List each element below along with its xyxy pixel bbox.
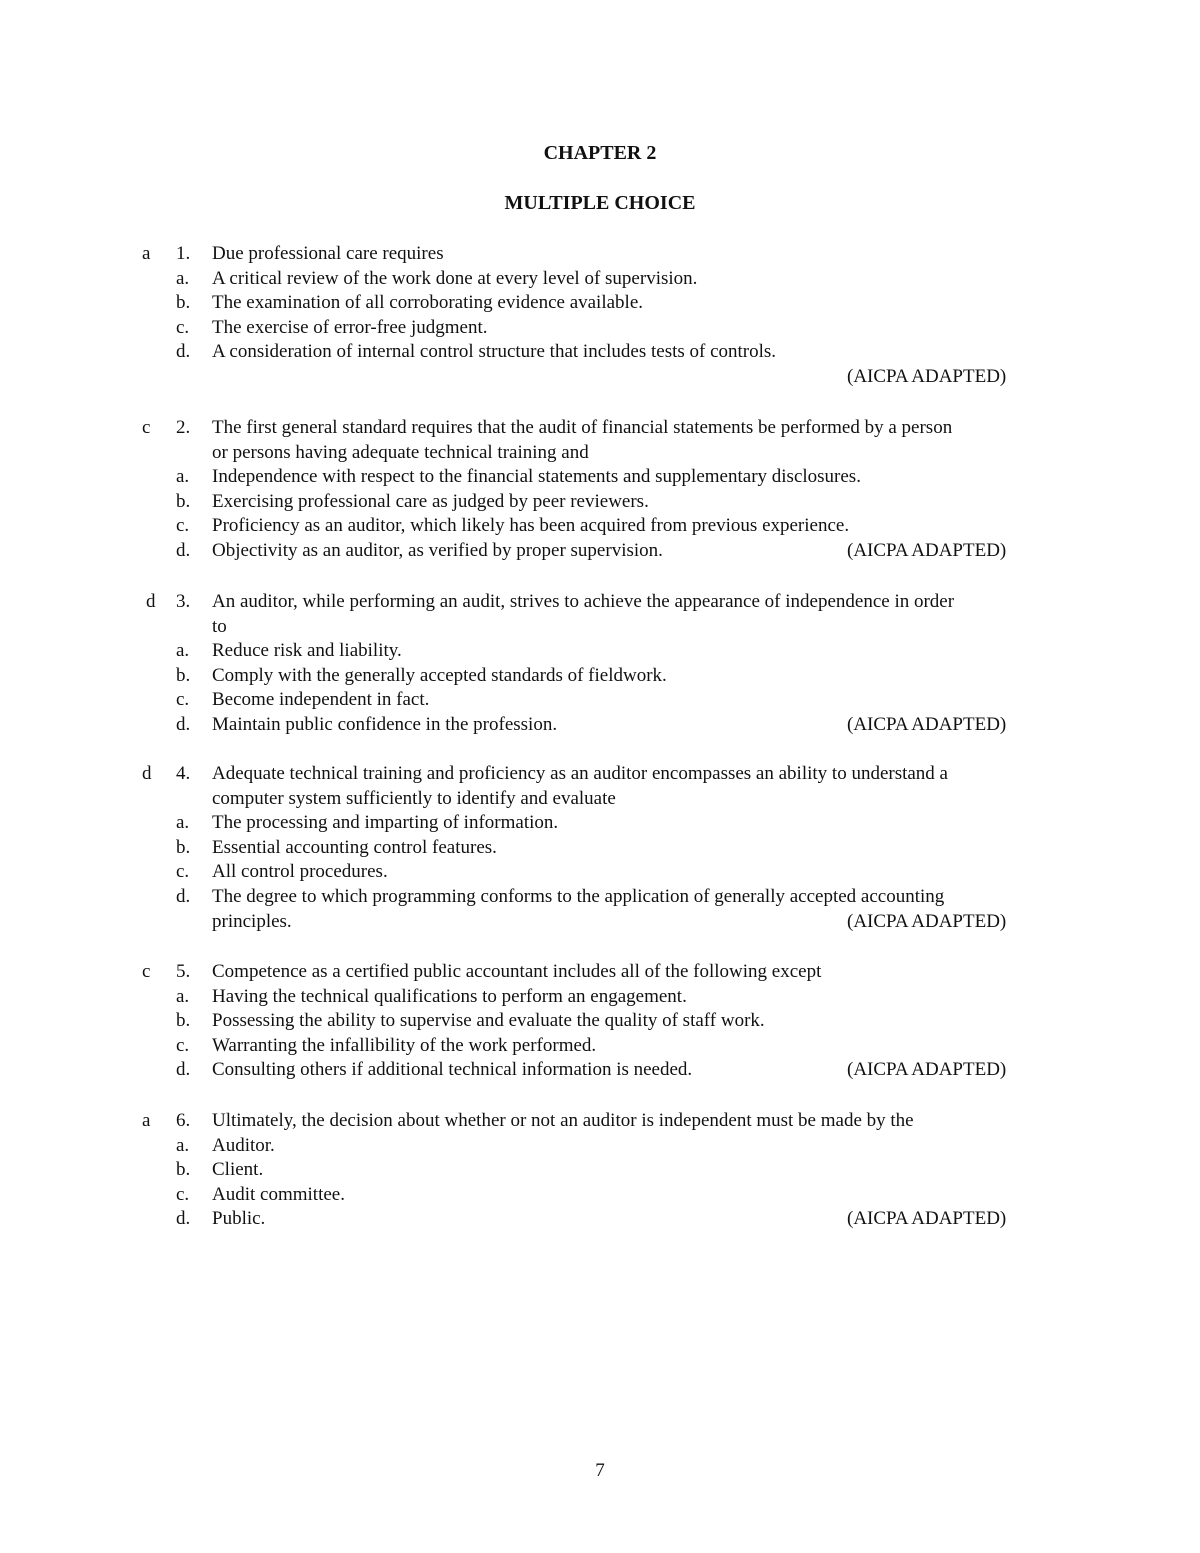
answer-key: c <box>142 961 151 982</box>
option-text: The processing and imparting of information. <box>212 812 559 834</box>
option-row <box>0 664 1200 689</box>
option-row <box>0 1183 1200 1208</box>
option-letter: d. <box>176 713 191 735</box>
option-letter: b. <box>176 664 191 686</box>
source-note: (AICPA ADAPTED) <box>847 713 1007 735</box>
question-3 <box>0 590 1200 738</box>
source-note: (AICPA ADAPTED) <box>847 910 1007 932</box>
option-letter: a. <box>176 985 190 1007</box>
option-letter: c. <box>176 515 190 537</box>
question-stem: Adequate technical training and proficiency as an auditor encompasses an ability to understand a <box>212 763 948 784</box>
option-text: Warranting the infallibility of the work performed. <box>212 1034 597 1056</box>
option-letter: c. <box>176 861 190 883</box>
question-stem-line <box>0 787 1200 812</box>
option-text: Having the technical qualifications to perform an engagement. <box>212 985 687 1007</box>
option-row <box>0 514 1200 539</box>
question-stem-line <box>0 441 1200 466</box>
option-letter: b. <box>176 490 191 512</box>
option-text: Become independent in fact. <box>212 689 430 711</box>
question-stem-line <box>0 590 1200 615</box>
option-row <box>0 267 1200 292</box>
option-text: Public. <box>212 1208 266 1230</box>
option-text: A critical review of the work done at every level of supervision. <box>212 267 698 289</box>
option-text: Reduce risk and liability. <box>212 640 402 662</box>
option-row <box>0 490 1200 515</box>
answer-key: c <box>142 417 151 438</box>
option-text: Maintain public confidence in the profession. <box>212 713 558 735</box>
option-letter: a. <box>176 640 190 662</box>
option-letter: b. <box>176 1159 191 1181</box>
chapter-title: CHAPTER 2 <box>543 142 657 164</box>
option-letter: d. <box>176 885 191 907</box>
question-stem-line <box>0 615 1200 640</box>
option-row <box>0 860 1200 885</box>
option-text: A consideration of internal control structure that includes tests of controls. <box>212 341 777 363</box>
question-stem: Due professional care requires <box>212 243 444 264</box>
section-title: MULTIPLE CHOICE <box>504 192 696 214</box>
option-text: All control procedures. <box>212 861 388 883</box>
option-row <box>0 291 1200 316</box>
question-5 <box>0 960 1200 1083</box>
option-letter: c. <box>176 1183 190 1205</box>
option-text: principles. <box>212 910 292 932</box>
option-row <box>0 340 1200 365</box>
question-6 <box>0 1109 1200 1232</box>
answer-key: d <box>146 591 156 612</box>
source-note: (AICPA ADAPTED) <box>847 1208 1007 1230</box>
option-row <box>0 985 1200 1010</box>
option-letter: d. <box>176 1059 191 1081</box>
question-number: 3. <box>176 591 191 612</box>
option-text: Possessing the ability to supervise and evaluate the quality of staff work. <box>212 1010 765 1032</box>
option-text: Auditor. <box>212 1134 275 1156</box>
question-stem-line <box>0 1109 1200 1134</box>
question-number: 1. <box>176 243 191 264</box>
option-letter: d. <box>176 341 191 363</box>
option-row <box>0 836 1200 861</box>
question-4 <box>0 762 1200 934</box>
page-number: 7 <box>595 1460 605 1481</box>
option-row <box>0 811 1200 836</box>
question-1 <box>0 242 1200 390</box>
source-note: (AICPA ADAPTED) <box>847 539 1007 561</box>
question-number: 2. <box>176 417 191 438</box>
option-letter: b. <box>176 836 191 858</box>
question-stem: An auditor, while performing an audit, strives to achieve the appearance of independence in order <box>212 591 955 612</box>
option-letter: d. <box>176 1208 191 1230</box>
option-row <box>0 465 1200 490</box>
question-stem: to <box>212 615 227 637</box>
option-text: The examination of all corroborating evidence available. <box>212 292 644 314</box>
option-letter: b. <box>176 292 191 314</box>
option-text: The exercise of error-free judgment. <box>212 316 488 338</box>
question-stem-line <box>0 960 1200 985</box>
option-row <box>0 1009 1200 1034</box>
option-text: Independence with respect to the financial statements and supplementary disclosures. <box>212 466 861 488</box>
question-number: 5. <box>176 961 191 982</box>
option-text: Proficiency as an auditor, which likely has been acquired from previous experience. <box>212 515 850 537</box>
option-text: Exercising professional care as judged by peer reviewers. <box>212 490 649 512</box>
option-row <box>0 1207 1200 1232</box>
option-row <box>0 1134 1200 1159</box>
option-letter: a. <box>176 267 190 289</box>
option-letter: a. <box>176 466 190 488</box>
option-letter: c. <box>176 1034 190 1056</box>
question-stem: Ultimately, the decision about whether or not an auditor is independent must be made by the <box>212 1110 914 1131</box>
question-number: 4. <box>176 763 191 784</box>
option-text: Client. <box>212 1159 264 1181</box>
question-stem: or persons having adequate technical training and <box>212 441 589 463</box>
option-row <box>0 1058 1200 1083</box>
source-row <box>0 365 1200 390</box>
question-stem: Competence as a certified public accountant includes all of the following except <box>212 961 822 982</box>
option-row <box>0 1034 1200 1059</box>
question-stem: computer system sufficiently to identify and evaluate <box>212 787 616 809</box>
question-2 <box>0 416 1200 564</box>
source-note: (AICPA ADAPTED) <box>847 1059 1007 1081</box>
option-row <box>0 713 1200 738</box>
option-letter: a. <box>176 812 190 834</box>
option-letter: c. <box>176 689 190 711</box>
answer-key: a <box>142 1110 151 1131</box>
option-text: The degree to which programming conforms to the application of generally accepted accounting <box>212 885 945 907</box>
option-text: Audit committee. <box>212 1183 345 1205</box>
option-text: Essential accounting control features. <box>212 836 497 858</box>
option-row <box>0 539 1200 564</box>
answer-key: d <box>142 763 152 784</box>
option-text: Comply with the generally accepted standards of fieldwork. <box>212 664 667 686</box>
option-row <box>0 1158 1200 1183</box>
question-stem: The first general standard requires that the audit of financial statements be performed by a person <box>212 417 953 438</box>
option-row <box>0 316 1200 341</box>
option-row <box>0 910 1200 935</box>
source-note: (AICPA ADAPTED) <box>847 365 1007 387</box>
option-row <box>0 885 1200 910</box>
question-stem-line <box>0 416 1200 441</box>
question-stem-line <box>0 762 1200 787</box>
option-row <box>0 688 1200 713</box>
option-letter: a. <box>176 1134 190 1156</box>
option-row <box>0 639 1200 664</box>
option-text: Objectivity as an auditor, as verified by proper supervision. <box>212 539 663 561</box>
option-letter: d. <box>176 539 191 561</box>
option-letter: c. <box>176 316 190 338</box>
option-letter: b. <box>176 1010 191 1032</box>
question-stem-line <box>0 242 1200 267</box>
question-number: 6. <box>176 1110 191 1131</box>
option-text: Consulting others if additional technical information is needed. <box>212 1059 693 1081</box>
answer-key: a <box>142 243 151 264</box>
